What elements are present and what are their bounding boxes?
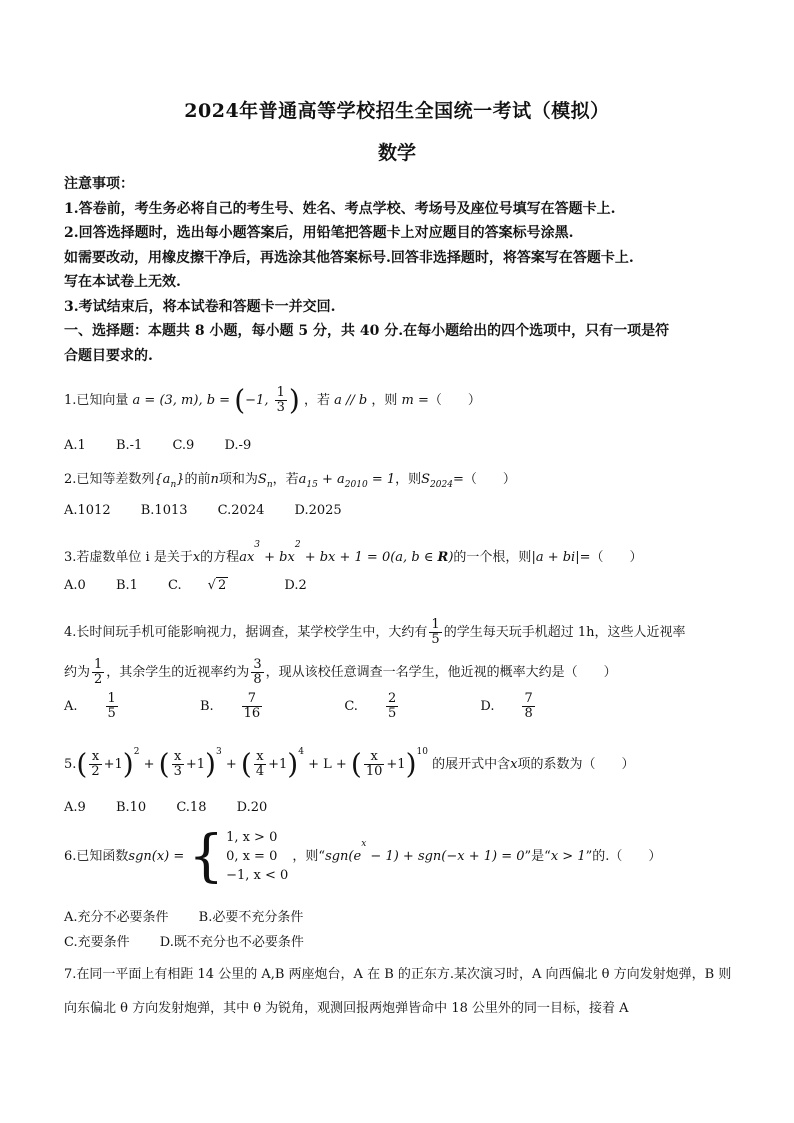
question-4-line-2: 约为 $\frac{1}{2}$ ，其余学生的近视率约为 $\frac{3}{8}$ ，现从该校任意调查一名学生，他近视的概率大约是（ ） [64, 657, 617, 687]
instructions-heading: 注意事项： [64, 176, 134, 192]
option-c: C. √ 2 [168, 578, 227, 593]
option-a: A. $\frac{1}{5}$ [64, 691, 116, 721]
question-6-options-row-2 [64, 931, 330, 950]
question-2: 2.已知等差数列$\{a_n\}$的前n项和为$S_n$，若$a_{15} + a_{2010} = 1$，则$S_{2024}=$（ ） [64, 472, 516, 490]
option-a: A.0 [64, 578, 86, 593]
question-3: 3.若虚数单位 i 是关于x的方程$ax^3 + bx^2$ + bx + 1 = 0(a, b ∈ R)的一个根，则|a + bi|=（ ） [64, 540, 643, 565]
instruction-line: 2.回答选择题时，选出每小题答案后，用铅笔把答题卡上对应题目的答案标号涂黑. [64, 225, 574, 241]
question-1-options [64, 438, 277, 453]
question-1: 1.已知向量 a = (3, m), b = (−1, $\frac{1}{3}$ ) ，若 a // b ，则 m =（ ） [64, 383, 481, 417]
question-5: 5.( $\frac{x}{2}$ +1)$^2$ + ( $\frac{x}{3}$ +1)$^3$ + ( $\frac{x}{4}$ +1)$^4$ + L + ( $\frac{x}{10}$ +1)$^{10}$ 的展开式中含x项的系数为（ ） [64, 747, 635, 781]
question-5-options [64, 800, 293, 815]
option-a: A.1 [64, 438, 86, 453]
option-d: D.2 [284, 578, 307, 593]
question-7: 7.在同一平面上有相距 14 公里的 A,B 两座炮台，A 在 B 的正东方.某次演习时，A 向西偏北 θ 方向发射炮弹，B 则向东偏北 θ 方向发射炮弹，其中 θ 为锐角，观测回报两炮弹皆命中 18 公里外的同一目标，接着 A [64, 967, 732, 1016]
option-d: D.既不充分也不必要条件 [159, 935, 304, 950]
question-4-line-1: 4.长时间玩手机可能影响视力，据调查，某学校学生中，大约有 $\frac{1}{5}$ 的学生每天玩手机超过 1h，这些人近视率 [64, 617, 686, 647]
fraction-1-5: $\frac{1}{5}$ [431, 617, 440, 647]
fraction-1-3: $\frac{1}{3}$ [276, 385, 285, 415]
instruction-line: 写在本试卷上无效. [64, 274, 181, 290]
option-b: B.10 [115, 800, 147, 815]
vector-a-formula: a = (3, m), b = [132, 393, 235, 408]
instruction-line: 如需要改动，用橡皮擦干净后，再选涂其他答案标号.回答非选择题时，将答案写在答题卡上. [64, 249, 634, 266]
option-b: B.1 [115, 578, 138, 593]
instruction-line: 1.答卷前，考生务必将自己的考生号、姓名、考点学校、考场号及座位号填写在答题卡上. [64, 200, 616, 217]
question-2-options [64, 503, 368, 518]
option-a: A.充分不必要条件 [64, 910, 169, 925]
question-4-options [64, 692, 613, 721]
fraction-3-8: $\frac{3}{8}$ [253, 657, 262, 687]
instructions-block [64, 172, 734, 368]
option-c: C.9 [172, 438, 195, 453]
option-c: C. $\frac{2}{5}$ [344, 691, 397, 721]
option-d: D.-9 [224, 438, 252, 453]
instruction-line: 3.考试结束后，将本试卷和答题卡一并交回. [64, 298, 336, 315]
question-6: 6.已知函数sgn(x) = { 1, x > 0 0, x = 0 −1, x < 0 ，则“$sgn(e^x - 1) + sgn(-x + 1) = 0$”是“x > 1”的.（ ） [64, 823, 662, 889]
option-b: B.必要不充分条件 [198, 910, 304, 925]
section-heading: 一、选择题：本题共 8 小题，每小题 5 分，共 40 分.在每小题给出的四个选项中，只有一项是符 [64, 323, 670, 339]
option-c: C.充要条件 [64, 935, 130, 950]
option-d: D.2025 [294, 503, 342, 518]
exam-title: 2024年普通高等学校招生全国统一考试（模拟） [184, 100, 610, 122]
option-b: B. $\frac{7}{16}$ [199, 691, 261, 721]
piecewise-cases: 1, x > 0 0, x = 0 −1, x < 0 [226, 830, 289, 883]
option-d: D. $\frac{7}{8}$ [480, 691, 533, 721]
option-c: C.18 [176, 800, 207, 815]
section-heading-cont: 合题目要求的. [64, 347, 153, 364]
question-3-options [64, 578, 333, 593]
exam-subject: 数学 [377, 142, 416, 164]
option-d: D.20 [236, 800, 268, 815]
option-a: A.9 [64, 800, 86, 815]
option-a: A.1012 [64, 503, 111, 518]
question-6-options-row-1 [64, 906, 329, 925]
option-c: C.2024 [217, 503, 265, 518]
option-b: B.-1 [115, 438, 143, 453]
fraction-1-2: $\frac{1}{2}$ [94, 657, 103, 687]
option-b: B.1013 [140, 503, 188, 518]
